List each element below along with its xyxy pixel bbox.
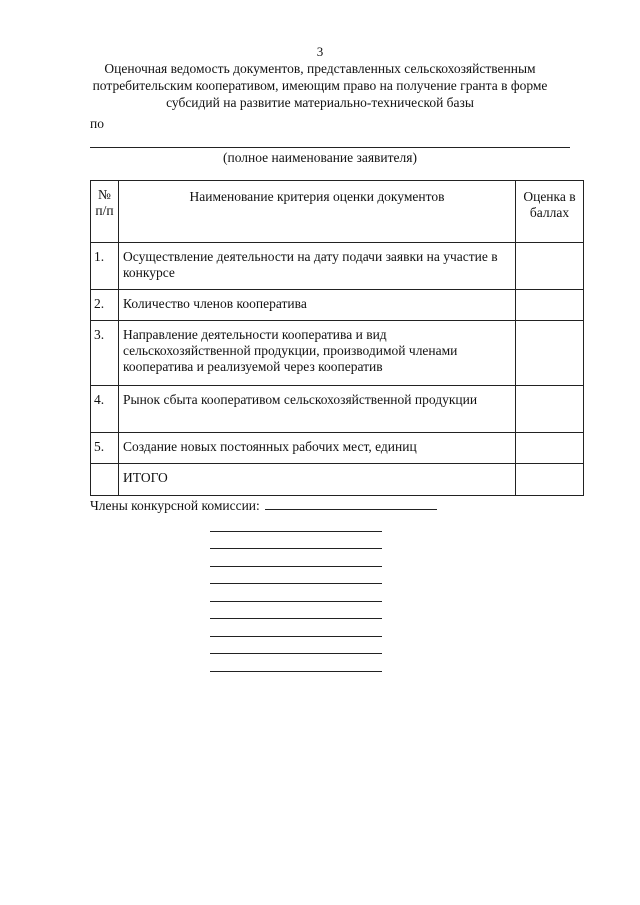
total-label: ИТОГО xyxy=(119,464,516,496)
row-number: 1. xyxy=(91,243,119,290)
signature-line[interactable] xyxy=(210,601,382,602)
signature-line[interactable] xyxy=(210,531,382,532)
criterion-name: Количество членов кооператива xyxy=(119,290,516,321)
applicant-name-line xyxy=(90,147,570,148)
criterion-name: Создание новых постоянных рабочих мест, единиц xyxy=(119,433,516,464)
signature-line[interactable] xyxy=(210,566,382,567)
row-number: 2. xyxy=(91,290,119,321)
row-number: 3. xyxy=(91,321,119,386)
commission-signature-line[interactable] xyxy=(265,497,437,510)
score-cell[interactable] xyxy=(516,321,584,386)
signature-line[interactable] xyxy=(210,583,382,584)
criterion-name: Рынок сбыта кооперативом сельскохозяйственной продукции xyxy=(119,386,516,433)
po-label: по xyxy=(90,116,104,131)
commission-members xyxy=(90,497,437,514)
criterion-name: Направление деятельности кооператива и вид сельскохозяйственной продукции, производимой членами кооператива и реализуемой через кооператив xyxy=(119,321,516,386)
row-number: 4. xyxy=(91,386,119,433)
signature-line[interactable] xyxy=(210,653,382,654)
table-total-row xyxy=(91,464,584,496)
commission-label: Члены конкурсной комиссии: xyxy=(90,498,260,513)
header-criterion-name: Наименование критерия оценки документов xyxy=(119,181,516,243)
signature-line[interactable] xyxy=(210,618,382,619)
total-score-cell[interactable] xyxy=(516,464,584,496)
table-row xyxy=(91,386,584,433)
applicant-caption: (полное наименование заявителя) xyxy=(223,150,417,165)
document-title: Оценочная ведомость документов, представленных сельскохозяйственным потребительским кооперативом, имеющим право на получение гранта в форме субсидий на развитие материально-технической базы xyxy=(92,61,548,110)
table-row xyxy=(91,433,584,464)
row-number: 5. xyxy=(91,433,119,464)
header-score: Оценка в баллах xyxy=(516,181,584,243)
page-number: 3 xyxy=(316,44,324,59)
criterion-name: Осуществление деятельности на дату подачи заявки на участие в конкурсе xyxy=(119,243,516,290)
table-row xyxy=(91,243,584,290)
header-num: № п/п xyxy=(91,181,119,243)
criteria-table xyxy=(90,180,584,496)
table-row xyxy=(91,321,584,386)
signature-line[interactable] xyxy=(210,636,382,637)
score-cell[interactable] xyxy=(516,433,584,464)
table-row xyxy=(91,290,584,321)
score-cell[interactable] xyxy=(516,290,584,321)
score-cell[interactable] xyxy=(516,386,584,433)
total-num-cell xyxy=(91,464,119,496)
table-header-row xyxy=(91,181,584,243)
score-cell[interactable] xyxy=(516,243,584,290)
signature-line[interactable] xyxy=(210,548,382,549)
signature-line[interactable] xyxy=(210,671,382,672)
